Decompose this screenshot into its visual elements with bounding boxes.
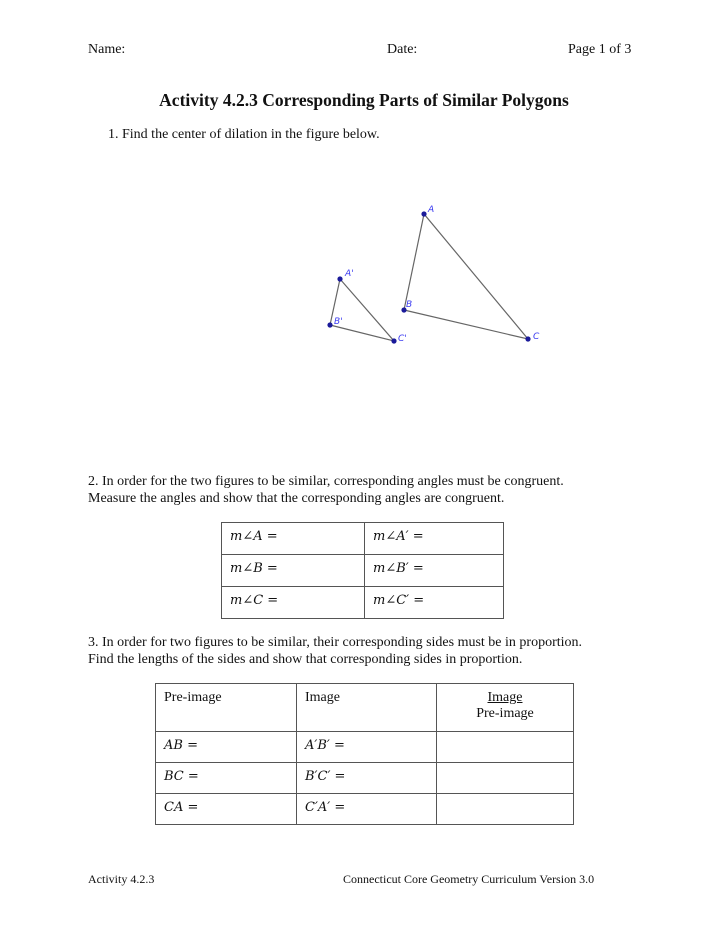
question-3-line-1: 3. In order for two figures to be similar, their corresponding sides must be in proportion. bbox=[88, 635, 583, 650]
label-c: C bbox=[533, 332, 540, 342]
cell-bc-prime[interactable]: B′C′ = bbox=[297, 763, 437, 794]
footer-activity: Activity 4.2.3 bbox=[88, 872, 155, 886]
cell-ratio-bc[interactable] bbox=[437, 763, 574, 794]
header-preimage: Pre-image bbox=[156, 684, 297, 732]
cell-ab-prime[interactable]: A′B′ = bbox=[297, 732, 437, 763]
side-table bbox=[155, 683, 574, 825]
label-b: B bbox=[406, 300, 413, 310]
cell-angle-a-prime[interactable]: m∠A′ = bbox=[365, 523, 504, 555]
page-title: Activity 4.2.3 Corresponding Parts of Similar Polygons bbox=[159, 90, 569, 110]
header-ratio bbox=[437, 684, 574, 732]
cell-angle-b-prime[interactable]: m∠B′ = bbox=[365, 555, 504, 587]
triangle-abc bbox=[404, 214, 528, 339]
question-3-line-2: Find the lengths of the sides and show that corresponding sides in proportion. bbox=[88, 652, 523, 667]
ratio-numerator: Image bbox=[487, 690, 523, 705]
footer-curriculum: Connecticut Core Geometry Curriculum Version 3.0 bbox=[343, 872, 595, 886]
cell-ratio-ab[interactable] bbox=[437, 732, 574, 763]
point-a-prime bbox=[337, 276, 342, 281]
angle-table bbox=[221, 522, 504, 619]
cell-angle-c-prime[interactable]: m∠C′ = bbox=[365, 587, 504, 619]
question-1: 1. Find the center of dilation in the figure below. bbox=[108, 127, 380, 142]
point-c bbox=[525, 336, 530, 341]
name-label: Name: bbox=[88, 42, 126, 57]
label-c-prime: C' bbox=[398, 334, 407, 344]
question-2-line-2: Measure the angles and show that the corresponding angles are congruent. bbox=[88, 491, 505, 506]
label-b-prime: B' bbox=[334, 317, 343, 327]
cell-ratio-ca[interactable] bbox=[437, 794, 574, 825]
header-image: Image bbox=[297, 684, 437, 732]
question-2-line-1: 2. In order for the two figures to be similar, corresponding angles must be congruent. bbox=[88, 474, 564, 489]
label-a: A bbox=[428, 205, 435, 215]
date-label: Date: bbox=[387, 42, 418, 57]
cell-angle-c[interactable]: m∠C = bbox=[222, 587, 365, 619]
triangle-abc-prime bbox=[330, 279, 394, 341]
cell-ab[interactable]: AB = bbox=[156, 732, 297, 763]
dilation-figure bbox=[0, 0, 728, 400]
label-a-prime: A' bbox=[345, 269, 354, 279]
ratio-denominator: Pre-image bbox=[476, 706, 534, 721]
cell-angle-b[interactable]: m∠B = bbox=[222, 555, 365, 587]
cell-ca[interactable]: CA = bbox=[156, 794, 297, 825]
page-number: Page 1 of 3 bbox=[568, 42, 632, 57]
cell-ca-prime[interactable]: C′A′ = bbox=[297, 794, 437, 825]
point-a bbox=[421, 211, 426, 216]
point-b-prime bbox=[327, 322, 332, 327]
point-c-prime bbox=[391, 338, 396, 343]
cell-angle-a[interactable]: m∠A = bbox=[222, 523, 365, 555]
cell-bc[interactable]: BC = bbox=[156, 763, 297, 794]
